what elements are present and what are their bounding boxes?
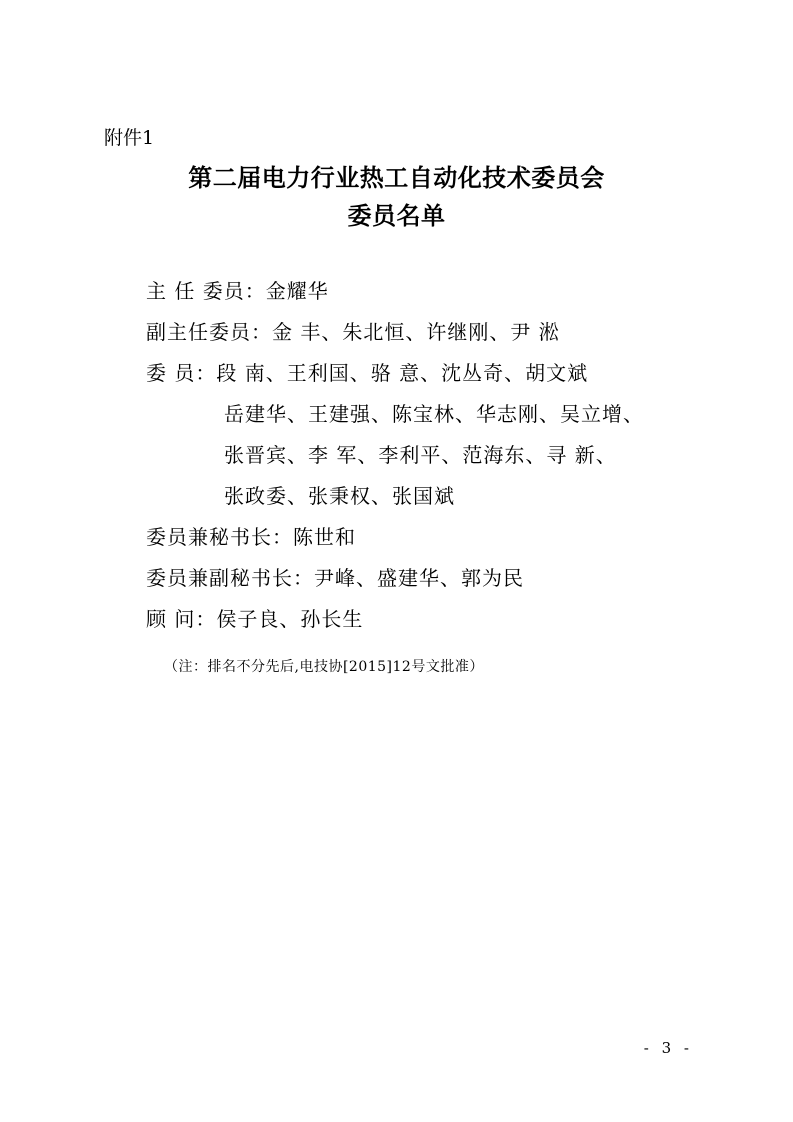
members-line-3: 张晋宾、李 军、李利平、范海东、寻 新、 [224,443,617,467]
secretary-general-line: 委员兼秘书长：陈世和 [146,525,356,549]
members-line-2: 岳建华、王建强、陈宝林、华志刚、吴立增、 [224,402,644,426]
attachment-label: 附件1 [104,127,155,149]
members-line-4: 张政委、张秉权、张国斌 [224,484,455,508]
vice-chair-members-line: 副主任委员：金 丰、朱北恒、许继刚、尹 淞 [146,320,560,344]
members-line-1: 委 员：段 南、王利国、骆 意、沈丛奇、胡文斌 [146,361,589,385]
footnote: （注：排名不分先后,电技协[2015]12号文批准） [164,659,484,675]
document-subtitle: 委员名单 [347,202,446,230]
page-number: - 3 - [643,1039,693,1057]
document-title: 第二届电力行业热工自动化技术委员会 [188,164,605,192]
chair-member-line: 主 任 委员：金耀华 [146,279,329,303]
advisors-line: 顾 问：侯子良、孙长生 [146,607,364,631]
deputy-secretary-general-line: 委员兼副秘书长：尹峰、盛建华、郭为民 [146,566,524,590]
